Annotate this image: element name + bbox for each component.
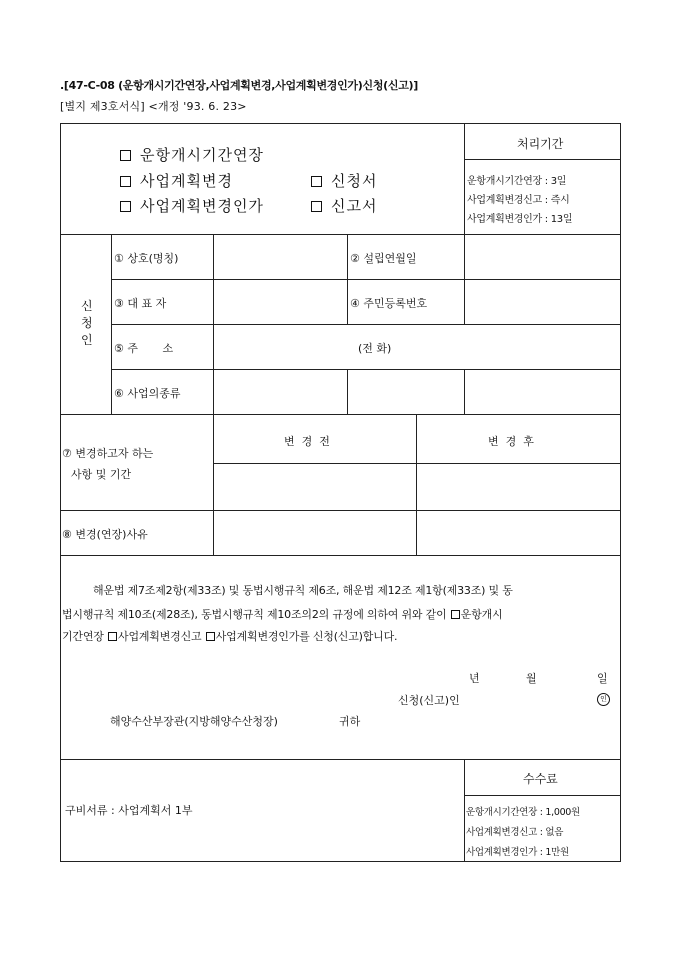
processing-line2: 사업계획변경신고 : 즉시 [467, 195, 570, 206]
statement-line2 [62, 604, 503, 626]
statement-line3 [62, 626, 397, 648]
divider-row2 [111, 324, 621, 325]
option-extend-start[interactable] [120, 144, 264, 165]
honorific: 귀하 [339, 715, 361, 728]
seal-icon: 인 [597, 693, 610, 706]
vline-right-top [464, 234, 465, 324]
option-application-label: 신청서 [331, 172, 378, 190]
checkbox-icon[interactable] [120, 176, 131, 187]
field-resident-number-label: ④ 주민등록번호 [350, 297, 428, 310]
before-change-header: 변 경 전 [284, 435, 330, 448]
processing-line3: 사업계획변경인가 : 13일 [467, 214, 573, 225]
field-phone-label: (전 화) [358, 342, 392, 355]
statement-opt-plan-approval: 사업계획변경인가를 신청(신고)합니다. [215, 630, 398, 643]
input-business-type[interactable] [215, 371, 345, 412]
option-report-label: 신고서 [331, 197, 378, 215]
checkbox-icon[interactable] [206, 632, 215, 641]
input-before-change[interactable] [215, 465, 414, 508]
option-report[interactable] [311, 195, 377, 216]
date-month-label: 월 [526, 672, 537, 685]
input-company-name[interactable] [215, 236, 345, 277]
vline-fee [464, 759, 465, 862]
checkbox-icon[interactable] [108, 632, 117, 641]
divider-title [60, 234, 621, 235]
input-established-date[interactable] [466, 236, 619, 277]
checkbox-icon[interactable] [120, 201, 131, 212]
processing-line1: 운항개시기간연장 : 3일 [467, 176, 567, 187]
vline-mid-bottom [347, 369, 348, 414]
date-day-label: 일 [597, 672, 608, 685]
input-resident-number[interactable] [466, 281, 619, 322]
change-item-label: ⑦ 변경하고자 하는 [62, 447, 154, 460]
option-application[interactable] [311, 170, 377, 191]
fee-title: 수수료 [523, 772, 558, 786]
input-address[interactable] [215, 326, 345, 367]
divider-statement [60, 759, 621, 760]
date-year-label: 년 [469, 672, 480, 685]
checkbox-icon[interactable] [451, 610, 460, 619]
statement-opt-plan-change: 사업계획변경신고 [118, 630, 202, 643]
field-business-type-label: ⑥ 사업의종류 [114, 387, 181, 400]
vline-right-bottom [464, 369, 465, 414]
required-documents: 구비서류 : 사업계획서 1부 [65, 804, 193, 817]
vline-before-after [416, 414, 417, 555]
divider-reason [60, 555, 621, 556]
divider-row1 [111, 279, 621, 280]
change-period-label: 사항 및 기간 [71, 468, 132, 481]
divider-fee [464, 795, 621, 796]
field-company-name-label: ① 상호(명칭) [114, 252, 179, 265]
statement-opt-extend: 운항개시 [460, 608, 503, 621]
option-plan-approval[interactable] [120, 195, 264, 216]
field-address-label: ⑤ 주 소 [114, 342, 174, 355]
input-reason-1[interactable] [215, 512, 414, 553]
fee-line2: 사업계획변경신고 : 없음 [466, 827, 564, 838]
divider-change [60, 510, 621, 511]
divider-change-header [213, 463, 621, 464]
option-plan-approval-label: 사업계획변경인가 [140, 197, 264, 215]
fee-line1: 운항개시기간연장 : 1,000원 [466, 807, 580, 818]
input-representative[interactable] [215, 281, 345, 322]
vline-mid-top [347, 234, 348, 324]
statement-line1: 해운법 제7조제2항(제33조) 및 동법시행규칙 제6조, 해운법 제12조 제1항(제33조) 및 동 [93, 584, 513, 597]
input-after-change[interactable] [418, 465, 619, 508]
checkbox-icon[interactable] [311, 176, 322, 187]
seal-mark [597, 691, 610, 706]
vline-applicant-label [111, 234, 112, 414]
statement-opt-extend-cont: 기간연장 [62, 630, 104, 643]
divider-processing [464, 159, 621, 160]
vline-processing [464, 123, 465, 234]
after-change-header: 변 경 후 [488, 435, 534, 448]
change-reason-label: ⑧ 변경(연장)사유 [62, 528, 148, 541]
divider-applicant [60, 414, 621, 415]
option-extend-start-label: 운항개시기간연장 [140, 146, 264, 164]
addressee: 해양수산부장관(지방해양수산청장) [110, 715, 278, 728]
input-reason-2[interactable] [418, 512, 619, 553]
divider-row3 [111, 369, 621, 370]
field-representative-label: ③ 대 표 자 [114, 297, 167, 310]
field-established-date-label: ② 설립연월일 [350, 252, 417, 265]
statement-line2-text: 법시행규칙 제10조(제28조), 동법시행규칙 제10조의2의 규정에 의하여 위와 같이 [62, 608, 447, 621]
checkbox-icon[interactable] [120, 150, 131, 161]
option-plan-change[interactable] [120, 170, 233, 191]
applicant-label: 신청인 [81, 299, 93, 347]
processing-title: 처리기간 [517, 137, 564, 151]
applicant-signature-label: 신청(신고)인 [398, 694, 460, 707]
option-plan-change-label: 사업계획변경 [140, 172, 233, 190]
vline-fields [213, 234, 214, 555]
form-reference: [별지 제3호서식] <개정 '93. 6. 23> [60, 100, 247, 113]
form-code: .[47-C-08 (운항개시기간연장,사업계획변경,사업계획변경인가)신청(신고)] [60, 79, 418, 92]
checkbox-icon[interactable] [311, 201, 322, 212]
fee-line3: 사업계획변경인가 : 1만원 [466, 847, 569, 858]
